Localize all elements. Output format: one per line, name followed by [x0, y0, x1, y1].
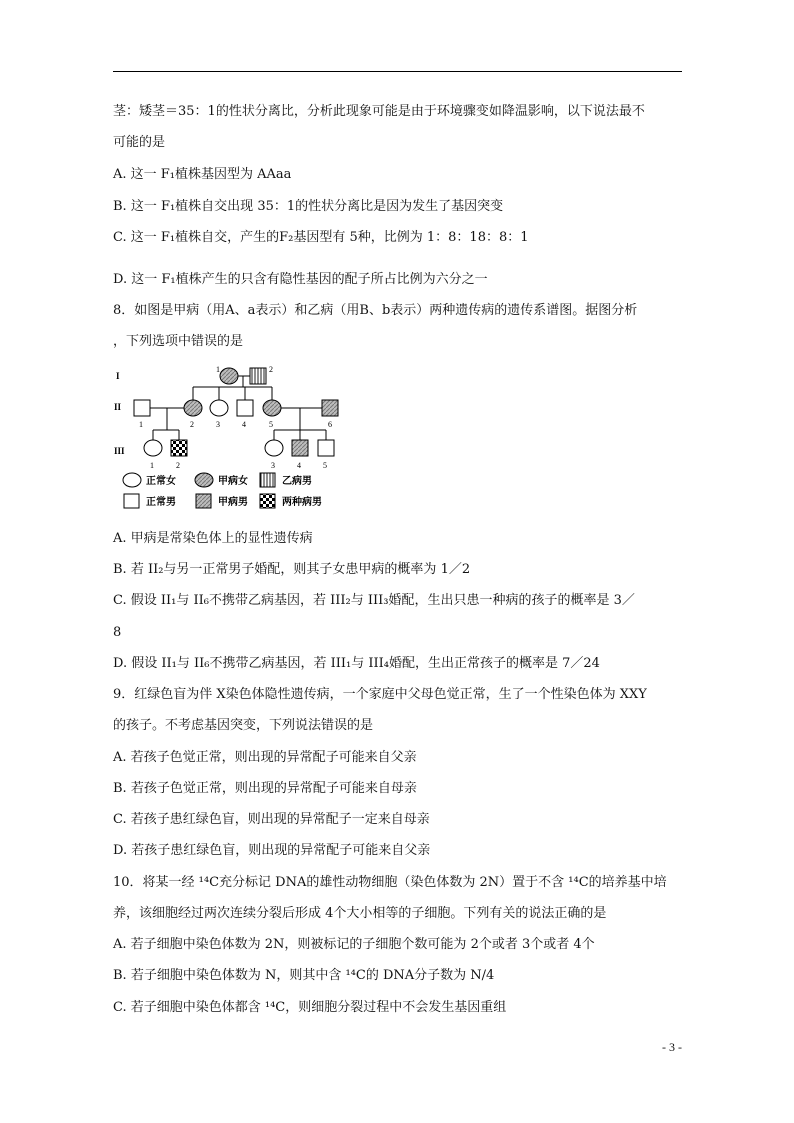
text-line: 可能的是 — [113, 135, 166, 150]
normal-male-symbol — [237, 400, 253, 416]
legend-both-male-symbol — [260, 494, 275, 508]
option-a: A. 这一 F₁植株基因型为 AAaa — [113, 167, 292, 182]
individual-number: 2 — [190, 420, 194, 429]
option-a: A. 若子细胞中染色体数为 2N，则被标记的子细胞个数可能为 2个或者 3个或者 4个 — [113, 937, 595, 952]
text-line: 茎：矮茎＝35：1的性状分离比，分析此现象可能是由于环境骤变如降温影响，以下说法最不 — [113, 104, 645, 119]
individual-number: 1 — [150, 461, 154, 470]
option-c: C. 假设 II₁与 II₆不携带乙病基因，若 III₂与 III₃婚配，生出只患一种病的孩子的概率是 3／ — [113, 593, 635, 608]
legend-normal-female-symbol — [123, 473, 141, 487]
option-a: A. 甲病是常染色体上的显性遗传病 — [113, 531, 313, 546]
legend-a-male-symbol — [196, 494, 211, 508]
legend-normal-female: 正常女 — [146, 476, 176, 487]
normal-female-symbol — [144, 440, 162, 456]
question-10: 10．将某一经 ¹⁴C充分标记 DNA的雄性动物细胞（染色体数为 2N）置于不含 ¹⁴C的培养基中培 — [113, 875, 667, 890]
affected-female-symbol — [184, 400, 202, 416]
legend-a-female-symbol — [195, 473, 213, 487]
individual-number: 4 — [297, 461, 301, 470]
question-8: 8．如图是甲病（用A、a表示）和乙病（用B、b表示）两种遗传病的遗传系谱图。据图分析 — [113, 303, 638, 318]
individual-number: 6 — [328, 420, 332, 429]
option-c-cont: 8 — [113, 625, 122, 640]
pedigree-chart — [110, 360, 350, 510]
individual-number: 3 — [271, 461, 275, 470]
legend-b-male: 乙病男 — [282, 476, 312, 487]
page-number: - 3 - — [662, 1040, 682, 1054]
option-a: A. 若孩子色觉正常，则出现的异常配子可能来自父亲 — [113, 750, 417, 765]
gen-label: I — [116, 371, 120, 381]
individual-number: 2 — [269, 365, 273, 374]
gen-label: II — [114, 402, 122, 412]
affected-male-symbol — [322, 400, 338, 416]
option-b: B. 若子细胞中染色体数为 N，则其中含 ¹⁴C的 DNA分子数为 N/4 — [113, 968, 495, 983]
individual-number: 2 — [176, 461, 180, 470]
gen-label: III — [114, 446, 125, 456]
normal-male-symbol — [318, 440, 334, 456]
option-d: D. 假设 II₁与 II₆不携带乙病基因，若 III₁与 III₄婚配，生出正常孩子的概率是 7／24 — [113, 656, 600, 671]
option-b: B. 这一 F₁植株自交出现 35：1的性状分离比是因为发生了基因突变 — [113, 199, 504, 214]
individual-number: 4 — [242, 420, 246, 429]
legend-normal-male-symbol — [124, 494, 139, 508]
legend-normal-male: 正常男 — [146, 497, 176, 508]
normal-female-symbol — [265, 440, 283, 456]
option-c: C. 若子细胞中染色体都含 ¹⁴C，则细胞分裂过程中不会发生基因重组 — [113, 1000, 507, 1015]
header-rule — [113, 71, 682, 72]
question-9: 9．红绿色盲为伴 X染色体隐性遗传病，一个家庭中父母色觉正常，生了一个性染色体为 XXY — [113, 687, 647, 702]
affected-male-symbol — [292, 440, 308, 456]
affected-female-symbol — [263, 400, 281, 416]
legend-b-male-symbol — [260, 473, 275, 487]
both-diseases-male-symbol — [171, 440, 187, 456]
individual-number: 1 — [139, 420, 143, 429]
question-8-cont: ，下列选项中错误的是 — [113, 334, 244, 349]
individual-number: 3 — [216, 420, 220, 429]
option-d: D. 这一 F₁植株产生的只含有隐性基因的配子所占比例为六分之一 — [113, 272, 488, 287]
option-d: D. 若孩子患红绿色盲，则出现的异常配子可能来自父亲 — [113, 843, 431, 858]
legend-a-male: 甲病男 — [218, 497, 248, 508]
affected-female-symbol — [220, 368, 238, 384]
option-c: C. 若孩子患红绿色盲，则出现的异常配子一定来自母亲 — [113, 812, 430, 827]
b-male-symbol — [250, 368, 266, 384]
option-b: B. 若孩子色觉正常，则出现的异常配子可能来自母亲 — [113, 781, 417, 796]
individual-number: 1 — [216, 365, 220, 374]
individual-number: 5 — [323, 461, 327, 470]
normal-male-symbol — [134, 400, 150, 416]
legend-both-male: 两种病男 — [282, 497, 322, 508]
option-c: C. 这一 F₁植株自交，产生的F₂基因型有 5种，比例为 1：8：18：8：1 — [113, 230, 529, 245]
normal-female-symbol — [210, 400, 228, 416]
question-9-cont: 的孩子。不考虑基因突变，下列说法错误的是 — [113, 718, 374, 733]
question-10-cont: 养，该细胞经过两次连续分裂后形成 4个大小相等的子细胞。下列有关的说法正确的是 — [113, 906, 607, 921]
individual-number: 5 — [269, 420, 273, 429]
option-b: B. 若 II₂与另一正常男子婚配，则其子女患甲病的概率为 1／2 — [113, 562, 471, 577]
legend-a-female: 甲病女 — [218, 476, 248, 487]
